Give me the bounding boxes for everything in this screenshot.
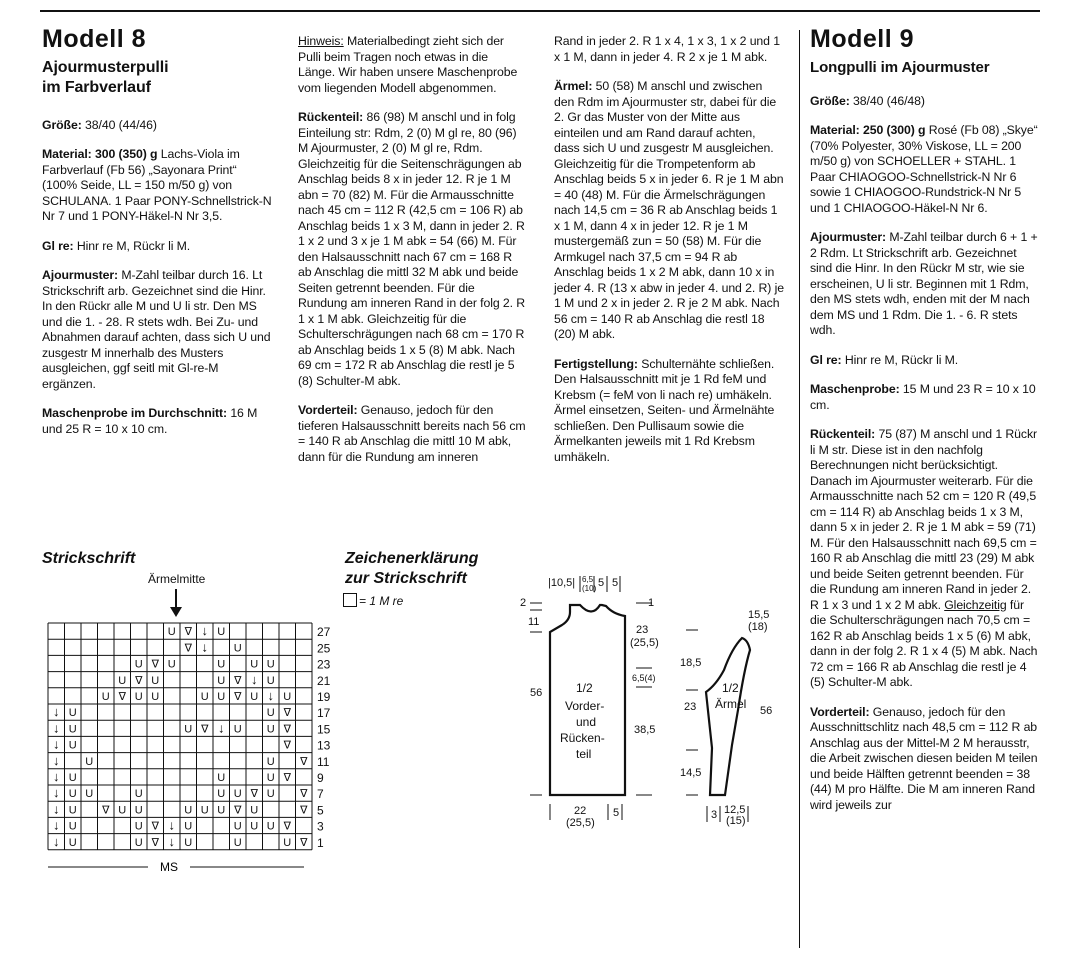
- double-decrease-icon: ∇: [234, 674, 242, 687]
- row-number: 23: [317, 657, 331, 672]
- yarn-over-icon: U: [233, 723, 242, 736]
- decrease-arrow-icon: ↓: [53, 736, 60, 752]
- modell-8-glre: Gl re: Hinr re M, Rückr li M.: [42, 238, 191, 253]
- body-label-2: Vorder-: [565, 699, 605, 713]
- modell-8-fertigstellung: Fertigstellung: Schulternähte schließen. Den Halsausschnitt mit je 1 Rd feM und Krebsm (= feM von li nach re) umhäkeln. Ärmel einsetzen, Seiten- und Ärmelnähte schließen. Den Pullisaum sowie die Ärmelkanten jeweils mit 1 Rd Krebsm umhäkeln.: [554, 356, 775, 464]
- column-2: [298, 34, 526, 479]
- modell-8-size: Größe: 38/40 (44/46): [42, 117, 157, 132]
- yarn-over-icon: U: [233, 642, 242, 655]
- row-number: 5: [317, 803, 324, 818]
- decrease-arrow-icon: ↓: [53, 769, 60, 784]
- yarn-over-icon: U: [217, 691, 226, 703]
- decrease-arrow-icon: ↓: [251, 671, 258, 687]
- yarn-over-icon: U: [266, 707, 275, 720]
- modell-9-maschenprobe: Maschenprobe: 15 M und 23 R = 10 x 10 cm.: [810, 382, 1036, 412]
- yarn-over-icon: U: [233, 788, 242, 801]
- dim-left-56: 56: [530, 687, 543, 699]
- decrease-arrow-icon: ↓: [218, 720, 225, 736]
- chart-grid: [48, 623, 312, 850]
- yarn-over-icon: U: [118, 674, 127, 687]
- yarn-over-icon: U: [200, 804, 209, 817]
- dim-sleeve-56: 56: [760, 705, 773, 717]
- strickschrift-heading: Strickschrift: [42, 550, 136, 567]
- yarn-over-icon: U: [200, 691, 209, 703]
- column-3: [554, 34, 784, 479]
- yarn-over-icon: U: [233, 820, 242, 833]
- decrease-arrow-icon: ↓: [53, 817, 60, 833]
- dim-top-10-5: |10,5|: [548, 577, 576, 589]
- double-decrease-icon: ∇: [283, 820, 291, 833]
- yarn-over-icon: U: [68, 739, 77, 752]
- yarn-over-icon: U: [217, 626, 226, 639]
- arrow-down-icon: [170, 607, 182, 617]
- modell-9-glre: Gl re: Hinr re M, Rückr li M.: [810, 352, 959, 367]
- dim-shoulder-5b: 5: [612, 577, 619, 589]
- yarn-over-icon: U: [101, 691, 110, 703]
- yarn-over-icon: U: [283, 691, 292, 703]
- modell-8-aermel: Ärmel: 50 (58) M anschl und zwischen den Rdm im Ajourmuster str, dabei für die 2. Gr das Muster von der Mitte aus einteilen und am Rand darauf achten, dass sich U und zusgestr M ausgleichen. Gleichzeitig für die Trompetenform ab Anschlag beids 5 x in jeder 6. R je 1 M abn = 40 (48) M. Für die Ärmelschrägungen nach 14,5 cm = 36 R ab Anschlag beids 1 x 1 M, dann 4 x in jeder 12. R je 1 M mustergemäß zun = 50 (58) M. Für die Armkugel nach 37,5 cm = 94 R ab Anschlag beids 1 x 2 M abk, dann 10 x in jeder 4. R (13 x abw in jeder 4. und 2. R) je 1 M und 2 x in jeder 2. R je 2 M abk. Nach 56 cm = 140 R ab Anschlag die restl 18 (20) M abk.: [554, 79, 784, 341]
- double-decrease-icon: ∇: [118, 691, 126, 703]
- dim-shoulder-5a: 5: [598, 577, 605, 589]
- yarn-over-icon: U: [233, 836, 242, 849]
- double-decrease-icon: ∇: [135, 674, 143, 687]
- yarn-over-icon: U: [184, 836, 193, 849]
- row-number: 15: [317, 722, 331, 737]
- double-decrease-icon: ∇: [234, 804, 242, 817]
- yarn-over-icon: U: [68, 723, 77, 736]
- double-decrease-icon: ∇: [300, 836, 308, 849]
- double-decrease-icon: ∇: [151, 658, 159, 671]
- sleeve-label-2: Ärmel: [715, 697, 747, 711]
- legend-square-icon: [343, 593, 357, 607]
- dim-bottom-22: 22: [574, 805, 587, 817]
- modell-8-title: Modell 8: [42, 25, 147, 53]
- legend-item: = 1 M re: [343, 593, 403, 608]
- yarn-over-icon: U: [266, 723, 275, 736]
- yarn-over-icon: U: [266, 658, 275, 671]
- decrease-arrow-icon: ↓: [53, 785, 60, 801]
- decrease-arrow-icon: ↓: [201, 639, 208, 655]
- double-decrease-icon: ∇: [184, 642, 192, 655]
- double-decrease-icon: ∇: [300, 804, 308, 817]
- yarn-over-icon: U: [151, 674, 160, 687]
- double-decrease-icon: ∇: [300, 755, 308, 768]
- decrease-arrow-icon: ↓: [53, 801, 60, 817]
- column-modell-8: [42, 25, 272, 451]
- decrease-arrow-icon: ↓: [168, 833, 175, 849]
- yarn-over-icon: U: [266, 772, 275, 784]
- decrease-arrow-icon: ↓: [53, 833, 60, 849]
- yarn-over-icon: U: [134, 691, 143, 703]
- yarn-over-icon: U: [134, 820, 143, 833]
- yarn-over-icon: U: [250, 820, 259, 833]
- row-number: 25: [317, 641, 331, 656]
- knitting-chart: [40, 585, 340, 885]
- double-decrease-icon: ∇: [283, 772, 291, 784]
- dim-sleeve-14-5: 14,5: [680, 767, 702, 779]
- double-decrease-icon: ∇: [184, 626, 192, 639]
- dim-right-1: 1: [648, 597, 655, 609]
- modell-9-material: Material: 250 (300) g Rosé (Fb 08) „Skye“ (70% Polyester, 30% Viskose, LL = 200 m/50 g) von SCHOELLER + STAHL. 1 Paar CHIAOGOO-Schnellstrick-N Nr 6 sowie 1 CHIAOGOO-Rundstrick-N Nr 5 und 1 CHIAOGOO-Häkel-N Nr 6.: [810, 123, 1038, 215]
- decrease-arrow-icon: ↓: [53, 704, 60, 720]
- yarn-over-icon: U: [68, 836, 77, 849]
- aermelmitte-label: Ärmelmitte: [148, 572, 206, 586]
- yarn-over-icon: U: [118, 804, 127, 817]
- yarn-over-icon: U: [134, 658, 143, 671]
- yarn-over-icon: U: [266, 674, 275, 687]
- decrease-arrow-icon: ↓: [53, 720, 60, 736]
- dim-sleeve-15-5: 15,5: [748, 609, 770, 621]
- row-number: 3: [317, 819, 324, 834]
- yarn-over-icon: U: [266, 755, 275, 768]
- modell-9-size: Größe: 38/40 (46/48): [810, 93, 925, 108]
- yarn-over-icon: U: [167, 626, 176, 639]
- modell-9-rueckenteil: Rückenteil: 75 (87) M anschl und 1 Rückr li M str. Diese ist in den nachfolg Berechnungen nicht berücksichtigt. Danach im Ajourmuster weiterarb. Für die Armausschnitte nach 52 cm = 120 R (49,5 cm = 114 R) ab Anschlag beids 1 x 3 M, dann 5 x in jeder 2. R je 1 M abk = 59 (71) M. Für den Halsausschnitt nach 69,5 cm = 160 R ab Anschlag die mittl 23 (29) M abk und beide Seiten getrennt beenden. Für die Rundung am inneren Rand in jeder 2. R 1 x 3 und 1 x 2 M abk. Gleichzeitig für die Schulterschrägungen nach 70,5 cm = 162 R ab Anschlag beids 1 x 5 (6) M abk, dann in der folg 2. R 1 x 4 (5) M abk. Nach 72 cm = 166 R ab Anschlag die restl je 4 (5) Schulter-M abk.: [810, 427, 1038, 689]
- dim-sleeve-18-5: 18,5: [680, 657, 702, 669]
- chart-row-numbers: [317, 625, 331, 850]
- row-number: 21: [317, 673, 331, 688]
- decrease-arrow-icon: ↓: [168, 817, 175, 833]
- modell-8-rueckenteil: Rückenteil: 86 (98) M anschl und in folg Einteilung str: Rdm, 2 (0) M gl re, 80 (96) M Ajourmuster, 2 (0) M gl re, Rdm. Gleichzeitig für die Seitenschrägungen ab Anschlag beids 8 x in jeder 12. R je 1 M abn = 70 (82) M. Für die Armausschnitte nach 45 cm = 112 R (42,5 cm = 106 R) ab Anschlag beids 1 x 3 M, dann in jeder 2. R 1 x 2 und 3 x je 1 M abk = 54 (66) M. Für den Halsausschnitt nach 67 cm = 168 R ab Anschlag die mittl 32 M abk und beide Seiten getrennt beenden. Für die Rundung am inneren Rand in der folg 2. R 1 x 1 M abk. Gleichzeitig für die Schulterschrägungen nach 68 cm = 170 R ab Anschlag beids 1 x 5 (8) M abk. Nach 69 cm = 172 R ab Anschlag die restl je 5 (8) Schulter-M abk.: [298, 110, 526, 388]
- dim-right-38-5: 38,5: [634, 724, 656, 736]
- garment-schematic: [510, 570, 800, 840]
- yarn-over-icon: U: [85, 788, 94, 801]
- double-decrease-icon: ∇: [151, 836, 159, 849]
- yarn-over-icon: U: [68, 820, 77, 833]
- dim-sleeve-23: 23: [684, 701, 697, 713]
- dim-left-11: 11: [528, 616, 540, 628]
- modell-9-vorderteil: Vorderteil: Genauso, jedoch für den Ausschnittschlitz nach 48,5 cm = 112 R ab Anschlag aus der Mittel-M 2 M herausstr, die Arbeit zwischen diesen beiden M teilen und beide Hälften getrennt beenden = 38 (44) M pro Hälfte. Die M am inneren Rand wird jeweils zur: [810, 704, 1038, 812]
- decrease-arrow-icon: ↓: [267, 688, 274, 703]
- yarn-over-icon: U: [68, 804, 77, 817]
- modell-9-subtitle: Longpulli im Ajourmuster: [810, 58, 990, 76]
- modell-9-title: Modell 9: [810, 25, 915, 53]
- yarn-over-icon: U: [217, 804, 226, 817]
- yarn-over-icon: U: [85, 755, 94, 768]
- dim-bottom-5: 5: [613, 807, 620, 819]
- yarn-over-icon: U: [266, 788, 275, 801]
- yarn-over-icon: U: [134, 836, 143, 849]
- modell-9-ajourmuster: Ajourmuster: M-Zahl teilbar durch 6 + 1 + 2 Rdm. Lt Strickschrift arb. Gezeichnet sind die Hinr. In den Rückr M str, wie sie erscheinen, U li str. Beginnen mit 1 Rdm, den MS stets wdh, enden mit der M nach dem MS und 1 Rdm. Die 1. - 6. R stets wdh.: [810, 230, 1038, 337]
- double-decrease-icon: ∇: [283, 707, 291, 720]
- double-decrease-icon: ∇: [234, 691, 242, 703]
- yarn-over-icon: U: [151, 691, 160, 703]
- dim-neck-top: 6,5: [582, 575, 594, 584]
- dim-right-23: 23: [636, 624, 649, 636]
- dim-right-6-5: 6,5(4): [632, 673, 656, 683]
- row-number: 1: [317, 835, 324, 850]
- yarn-over-icon: U: [134, 804, 143, 817]
- body-label-1: 1/2: [576, 681, 593, 695]
- yarn-over-icon: U: [217, 772, 226, 784]
- row-number: 9: [317, 771, 324, 785]
- dim-sleeve-15: (15): [726, 815, 746, 827]
- yarn-over-icon: U: [283, 836, 292, 849]
- modell-8-vorderteil-cont: Rand in jeder 2. R 1 x 4, 1 x 3, 1 x 2 und 1 x 1 M, dann in jeder 4. R 2 x je 1 M abk.: [554, 34, 780, 64]
- yarn-over-icon: U: [68, 772, 77, 784]
- body-label-3: und: [576, 715, 597, 729]
- dim-sleeve-3: 3: [711, 809, 718, 821]
- yarn-over-icon: U: [217, 658, 226, 671]
- sleeve-outline: [706, 638, 750, 795]
- row-number: 17: [317, 706, 331, 721]
- sleeve-label-1: 1/2: [722, 681, 739, 695]
- yarn-over-icon: U: [217, 674, 226, 687]
- yarn-over-icon: U: [217, 788, 226, 801]
- double-decrease-icon: ∇: [201, 723, 209, 736]
- yarn-over-icon: U: [266, 820, 275, 833]
- decrease-arrow-icon: ↓: [201, 623, 208, 639]
- row-number: 27: [317, 625, 331, 640]
- dim-right-25-5: (25,5): [630, 637, 659, 649]
- yarn-over-icon: U: [250, 691, 259, 703]
- decrease-arrow-icon: ↓: [53, 752, 60, 768]
- body-label-5: teil: [576, 747, 592, 761]
- modell-8-subtitle: Ajourmusterpulli im Farbverlauf: [42, 58, 169, 96]
- body-label-4: Rücken-: [560, 731, 605, 745]
- yarn-over-icon: U: [184, 820, 193, 833]
- yarn-over-icon: U: [134, 788, 143, 801]
- yarn-over-icon: U: [68, 788, 77, 801]
- legend-heading: Zeichenerklärung zur Strickschrift: [345, 550, 479, 587]
- double-decrease-icon: ∇: [102, 804, 110, 817]
- column-modell-9: [810, 25, 1038, 827]
- modell-8-material: Material: 300 (350) g Lachs-Viola im Farbverlauf (Fb 56) „Sayonara Print“ (100% Seide, LL = 150 m/50 g) von SCHULANA. 1 Paar PONY-Schnellstrick-N Nr 7 und 1 PONY-Häkel-N Nr 3,5.: [42, 147, 272, 223]
- row-number: 13: [317, 738, 331, 753]
- double-decrease-icon: ∇: [151, 820, 159, 833]
- row-number: 7: [317, 787, 324, 802]
- yarn-over-icon: U: [167, 658, 176, 671]
- dim-sleeve-12-5: 12,5: [724, 804, 746, 816]
- yarn-over-icon: U: [68, 707, 77, 720]
- yarn-over-icon: U: [250, 658, 259, 671]
- yarn-over-icon: U: [250, 804, 259, 817]
- dim-sleeve-18: (18): [748, 621, 768, 633]
- yarn-over-icon: U: [184, 804, 193, 817]
- dim-left-2: 2: [520, 597, 527, 609]
- dim-bottom-25-5: (25,5): [566, 817, 595, 829]
- double-decrease-icon: ∇: [283, 723, 291, 736]
- top-rule: [40, 10, 1040, 12]
- modell-8-hinweis: Hinweis: Materialbedingt zieht sich der Pulli beim Tragen noch etwas in die Länge. Wir haben unsere Maschenprobe vom liegenden Modell abgenommen.: [298, 34, 518, 95]
- modell-8-maschenprobe: Maschenprobe im Durchschnitt: 16 M und 25 R = 10 x 10 cm.: [42, 406, 258, 436]
- double-decrease-icon: ∇: [300, 788, 308, 801]
- modell-8-ajourmuster: Ajourmuster: M-Zahl teilbar durch 16. Lt Strickschrift arb. Gezeichnet sind die Hinr. In den Rückr alle M und U li str. Den MS und die 1. - 28. R stets wdh. Bei Zu- und Abnahmen darauf achten, dass sich U und zusgestr M innerhalb des Musters ausgleichen, ggf seitl mit Gl-re-M ergänzen.: [42, 268, 271, 391]
- dim-neck-bottom: (10): [582, 584, 597, 593]
- yarn-over-icon: U: [184, 723, 193, 736]
- row-number: 11: [317, 754, 330, 769]
- double-decrease-icon: ∇: [283, 739, 291, 752]
- ms-label: MS: [160, 860, 178, 874]
- double-decrease-icon: ∇: [250, 788, 258, 801]
- row-number: 19: [317, 690, 331, 704]
- modell-8-vorderteil: Vorderteil: Genauso, jedoch für den tieferen Halsausschnitt bereits nach 56 cm = 140 R ab Anschlag die mittl 10 M abk, dann für die Rundung am inneren: [298, 403, 526, 464]
